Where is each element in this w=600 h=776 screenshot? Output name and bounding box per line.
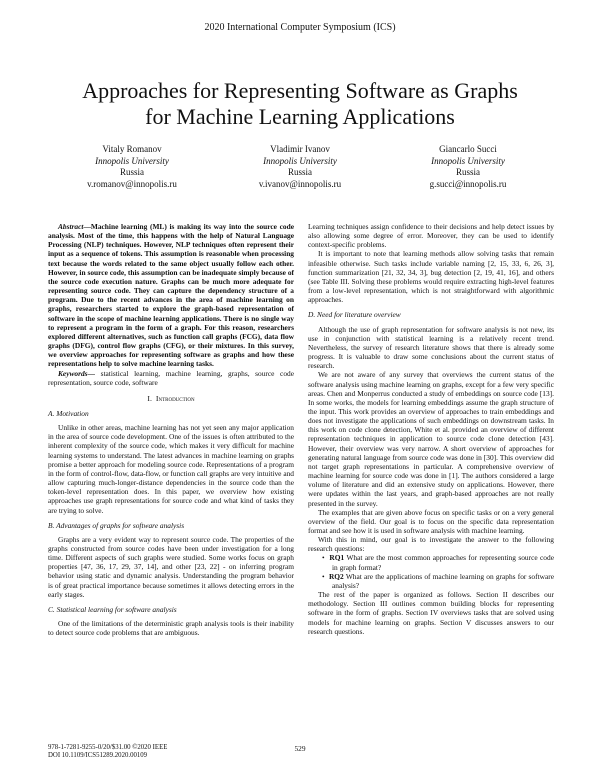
footer-isbn: 978-1-7281-9255-0/20/$31.00 ©2020 IEEE [48,744,168,751]
abstract-lead: Abstract [58,222,84,231]
subsection-heading-advantages: B. Advantages of graphs for software analysis [48,520,185,530]
author-affiliation: Innopolis University [431,155,505,166]
left-column [48,222,294,637]
author-email: v.ivanov@innopolis.ru [258,178,342,189]
subsection-heading-motivation: A. Motivation [48,408,89,418]
paragraph-need-5: The rest of the paper is organized as follows. Section II describes our methodology. Section III outlines common building blocks for representing software in the form of graphs. Section IV overviews tasks that are solved using models for machine learning on graphs. Section V discusses answers to our research questions. [308,590,554,636]
rq-label: RQ1 [329,553,345,563]
author-3 [398,144,538,190]
rq-text: What are the applications of machine learning on graphs for software analysis? [332,571,554,590]
paragraph-need-2: We are not aware of any survey that overviews the current status of the software analysis using machine learning on graphs, except for a few very specific areas. Chen and Monperrus conducted a study of embeddings on source code [13]. In some works, the models for learning embeddings assume the graph structure of the input. This work provides an overview of approaches to train embeddings and does not investigate the applications of such embeddings on downstream tasks. In this work on code clone detection, White et al. provided an overview of different representation techniques in application to source code clone detection [43]. However, their overview was very narrow. A short overview of approaches for generating natural language from source code was done in [30]. This overview did not target graph representations in particular. A comprehensive overview of machine learning for source code was done in [1]. The authors considered a large volume of literature and did an extensive study on applications. However, there were updates within the last years, and graph-based approaches are not really presented in the survey. [308,370,554,508]
research-question-2: • RQ2 What are the applications of machine learning on graphs for software analysis? [322,571,554,590]
rq-text: What are the most common approaches for representing source code in graph format? [332,553,554,572]
paragraph-need-1: Although the use of graph representation for software analysis is not new, its use in conjunction with statistical learning is a relatively recent trend. Nevertheless, the survey of research literature shows that there is already some progress. It is valuable to draw some conclusions about the current status of research. [308,324,554,371]
section-title: Introduction [155,393,195,403]
paragraph-learning-methods: It is important to note that learning methods allow solving tasks that remain infeasible otherwise. Such tasks include variable naming [2, 15, 33, 6, 26, 3], function summarization [21, 32, 34, 3], bug detection [2, 19, 41, 16], and others (see Table III. Solving these problems would require extracting high-level features from a low-level representation, which is not straightforward with algorithmic approaches. [308,249,554,305]
abstract-text: —Machine learning (ML) is making its way into the source code analysis. Most of the time, this happens with the help of Natural Language Processing (NLP) techniques. However, NLP techniques often represent their input as a sequence of tokens. This assumption is reasonable when processing text because the words related to the same object usually follow each other. However, in source code, this assumption can be inadequate simply because of the source code execution nature. Graphs can be much more adequate for representing source code. They can capture the dependency structure of a program. Due to the recent advances in the area of machine learning on graphs, researchers started to explore the graph-based representation of software in the scope of machine learning applications. There is no single way to represent a program in the form of a graph. For this reason, researchers explored different alternatives, such as function call graphs (FCG), data flow graphs (DFG), control flow graphs (CFG), or their mixtures. In this survey, we overview approaches for representing software as graphs and how these representations help to solve machine learning tasks. [48,222,294,369]
abstract [48,222,294,369]
paragraph-motivation: Unlike in other areas, machine learning has not yet seen any major application in the area of source code development. One of the issues is often attributed to the inherent complexity of the source code, which makes it very difficult for machine learning systems to understand. The latest advances in machine learning on graphs promise a better approach for modeling source code. Representations of a program in the form of control-flow, data-flow, or function call graphs are very intuitive and allow capturing much-longer-distance dependencies in the source code than the token-level representation does. In this paper, we overview how existing approaches use graph representations for source code and what kind of tasks they are trying to solve. [48,423,294,515]
title-line-1: Approaches for Representing Software as Graphs [82,78,518,103]
right-column [308,222,554,636]
author-country: Russia [455,167,480,178]
author-name: Vladimir Ivanov [270,144,330,154]
research-question-1: • RQ1 What are the most common approaches for representing source code in graph format? [322,553,554,572]
keywords [48,369,294,387]
author-country: Russia [119,167,144,178]
author-2 [230,144,370,190]
author-1 [62,144,202,190]
conference-header: 2020 International Computer Symposium (ICS) [204,22,396,33]
paragraph-advantages: Graphs are a very evident way to represent source code. The properties of the graphs constructed from source codes have been under investigation for a long time. Different aspects of such graphs were studied. Some works focus on graph properties [47, 36, 17, 29, 37, 14], and other [23, 22] - on inferring program behavior using static and dynamic analysis. Understanding the program behavior is of great practical importance because sometimes it allows detecting errors in the early stages. [48,534,294,599]
author-country: Russia [287,167,312,178]
section-number: I. [147,393,152,403]
author-email: v.romanov@innopolis.ru [87,178,177,189]
title-line-2: for Machine Learning Applications [145,104,455,129]
author-affiliation: Innopolis University [95,155,169,166]
paragraph-statistical: One of the limitations of the deterministic graph analysis tools is their inability to detect source code problems that are ambiguous. [48,619,294,638]
paragraph-need-3: The examples that are given above focus on specific tasks or on a very general overview of the field. Our goal is to focus on the specific data representation format and see how it is used in software analysis with machine learning. [308,507,554,535]
author-block [62,144,538,190]
rq-label: RQ2 [328,571,344,581]
subsection-heading-need: D. Need for literature overview [308,310,401,320]
paper-title [40,78,560,130]
keywords-text: statistical learning, machine learning, graphs, source code representation, source code, software [48,368,294,387]
paragraph-learning-techniques: Learning techniques assign confidence to their decisions and help detect issues by also allowing some degree of error. Moreover, they can be used to identify context-specific problems. [308,222,554,250]
paragraph-need-4: With this in mind, our goal is to investigate the answer to the following research questions: [308,535,554,554]
author-name: Giancarlo Succi [439,144,497,154]
page-number: 529 [294,744,306,753]
author-email: g.succi@innopolis.ru [429,178,507,189]
author-affiliation: Innopolis University [263,155,337,166]
keywords-lead: Keywords— [58,368,95,378]
footer-doi: DOI 10.1109/ICS51289.2020.00109 [48,752,148,760]
author-name: Vitaly Romanov [102,144,162,154]
section-heading-introduction [48,394,294,403]
subsection-heading-statistical: C. Statistical learning for software analysis [48,604,177,614]
